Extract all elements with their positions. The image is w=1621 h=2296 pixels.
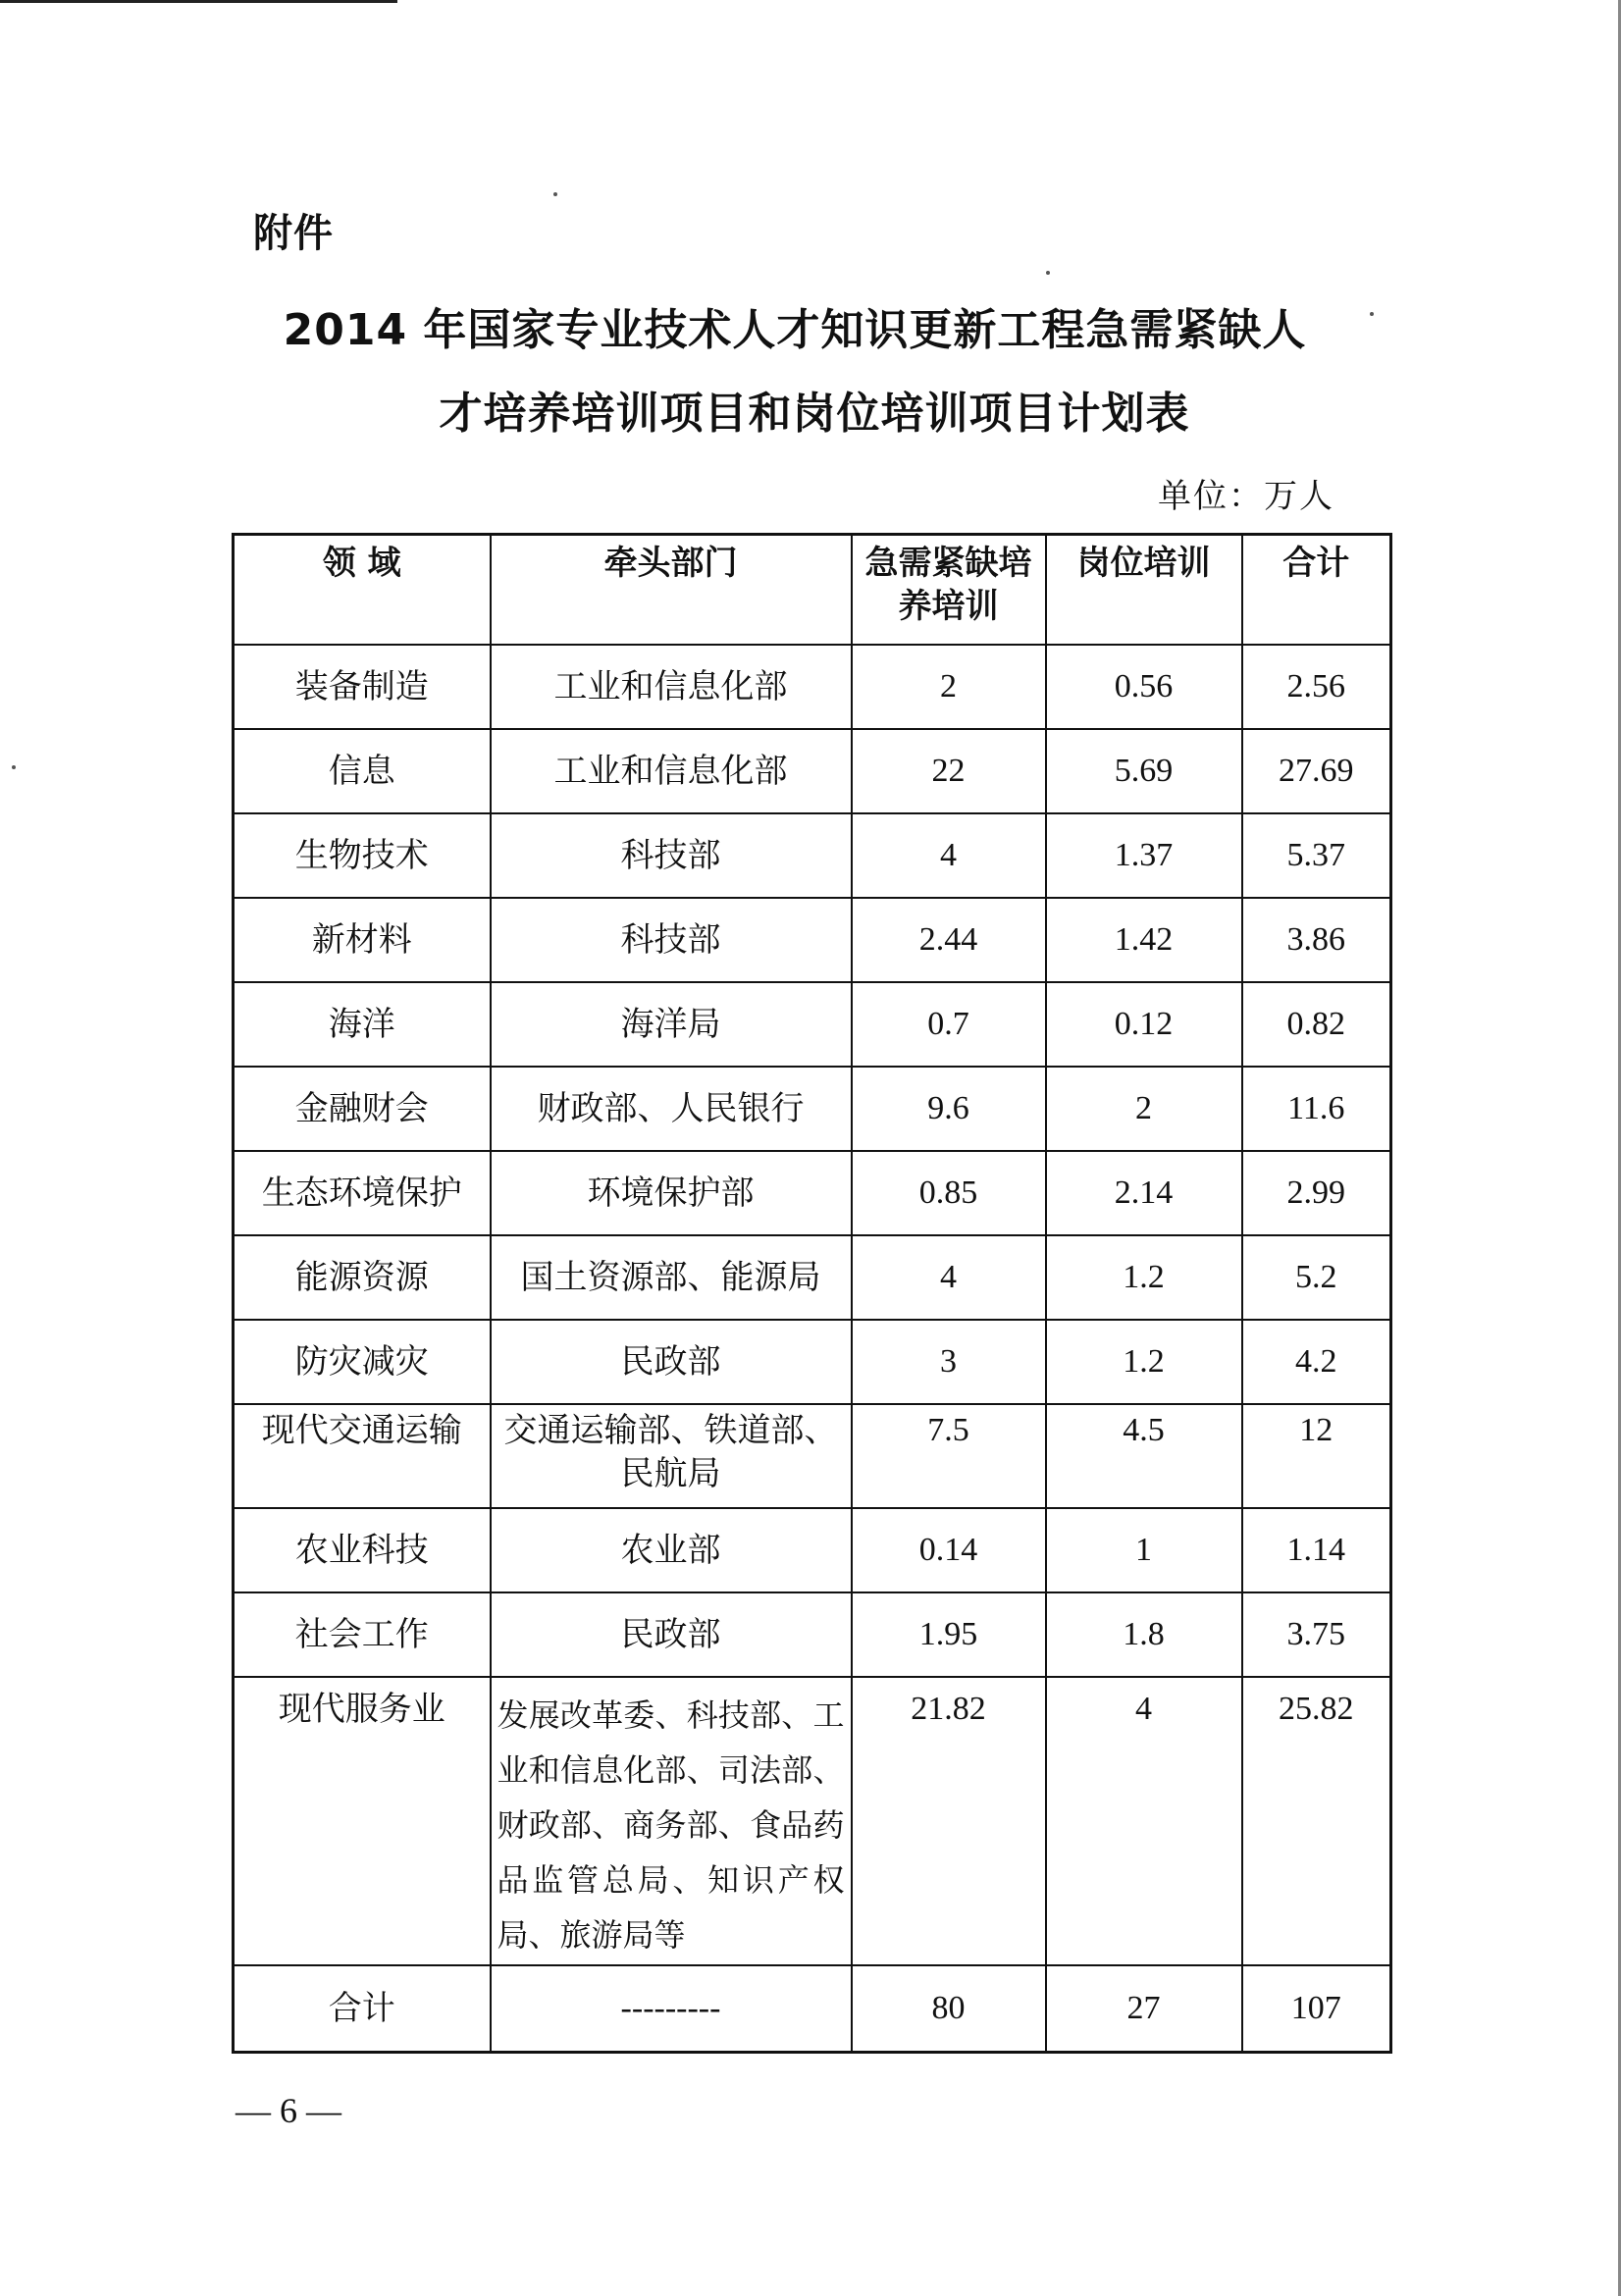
cell-total: 5.2: [1242, 1235, 1391, 1320]
table-row: [234, 1508, 1391, 1592]
cell-total: 107: [1242, 1965, 1391, 2053]
table-row: [234, 1677, 1391, 1965]
cell-urgent: 4: [852, 813, 1046, 898]
cell-field: 合计: [234, 1965, 491, 2053]
cell-field: 信息: [234, 729, 491, 813]
cell-field: 现代服务业: [234, 1677, 491, 1965]
cell-urgent: 0.85: [852, 1151, 1046, 1235]
cell-dept: 交通运输部、铁道部、民航局: [491, 1404, 852, 1508]
cell-dept: 农业部: [491, 1508, 852, 1592]
table-row: [234, 645, 1391, 729]
cell-field: 现代交通运输: [234, 1404, 491, 1508]
unit-label: 单位：万人: [1158, 477, 1334, 516]
table-row: [234, 813, 1391, 898]
cell-urgent: 2.44: [852, 898, 1046, 982]
page-number: — 6 —: [235, 2091, 341, 2130]
cell-post: 5.69: [1046, 729, 1242, 813]
header-urgent-training: 急需紧缺培养培训: [852, 535, 1046, 646]
table-row: [234, 729, 1391, 813]
cell-dept: 民政部: [491, 1320, 852, 1404]
cell-field: 能源资源: [234, 1235, 491, 1320]
cell-post: 2.14: [1046, 1151, 1242, 1235]
cell-dept: 民政部: [491, 1592, 852, 1677]
attachment-label: 附件: [253, 211, 334, 256]
cell-urgent: 7.5: [852, 1404, 1046, 1508]
cell-dept: 发展改革委、科技部、工业和信息化部、司法部、财政部、商务部、食品药品监管总局、知识产权局、旅游局等: [491, 1677, 852, 1965]
cell-dept: 财政部、人民银行: [491, 1067, 852, 1151]
cell-dept: 科技部: [491, 813, 852, 898]
cell-total: 27.69: [1242, 729, 1391, 813]
cell-dept: 环境保护部: [491, 1151, 852, 1235]
cell-post: 1.2: [1046, 1235, 1242, 1320]
cell-field: 农业科技: [234, 1508, 491, 1592]
cell-dept: 工业和信息化部: [491, 645, 852, 729]
cell-total: 3.75: [1242, 1592, 1391, 1677]
cell-urgent: 9.6: [852, 1067, 1046, 1151]
cell-total: 3.86: [1242, 898, 1391, 982]
cell-field: 新材料: [234, 898, 491, 982]
cell-urgent: 0.14: [852, 1508, 1046, 1592]
header-total: 合计: [1242, 535, 1391, 646]
cell-post: 0.56: [1046, 645, 1242, 729]
cell-urgent: 80: [852, 1965, 1046, 2053]
cell-post: 0.12: [1046, 982, 1242, 1067]
cell-urgent: 2: [852, 645, 1046, 729]
cell-post: 27: [1046, 1965, 1242, 2053]
cell-field: 生物技术: [234, 813, 491, 898]
scan-speck: [1046, 271, 1050, 275]
cell-urgent: 1.95: [852, 1592, 1046, 1677]
cell-field: 装备制造: [234, 645, 491, 729]
document-title-line-2: 才培养培训项目和岗位培训项目计划表: [439, 389, 1190, 439]
cell-post: 1: [1046, 1508, 1242, 1592]
cell-urgent: 3: [852, 1320, 1046, 1404]
cell-total: 2.99: [1242, 1151, 1391, 1235]
cell-total: 25.82: [1242, 1677, 1391, 1965]
cell-total: 12: [1242, 1404, 1391, 1508]
document-title-line-1: 2014 年国家专业技术人才知识更新工程急需紧缺人: [283, 305, 1307, 355]
table-header-row: [234, 535, 1391, 646]
cell-dept: ---------: [491, 1965, 852, 2053]
cell-post: 4.5: [1046, 1404, 1242, 1508]
cell-post: 1.37: [1046, 813, 1242, 898]
table-row: [234, 1404, 1391, 1508]
cell-field: 防灾减灾: [234, 1320, 491, 1404]
cell-field: 海洋: [234, 982, 491, 1067]
cell-post: 2: [1046, 1067, 1242, 1151]
cell-field: 社会工作: [234, 1592, 491, 1677]
cell-dept: 科技部: [491, 898, 852, 982]
table-row: [234, 1235, 1391, 1320]
cell-post: 1.2: [1046, 1320, 1242, 1404]
table-row: [234, 1151, 1391, 1235]
scan-edge-top: [0, 0, 397, 3]
cell-total: 0.82: [1242, 982, 1391, 1067]
header-field: 领 域: [234, 535, 491, 646]
scan-speck: [553, 192, 557, 196]
table-total-row: [234, 1965, 1391, 2053]
cell-urgent: 0.7: [852, 982, 1046, 1067]
table-row: [234, 898, 1391, 982]
cell-post: 1.8: [1046, 1592, 1242, 1677]
cell-field: 生态环境保护: [234, 1151, 491, 1235]
cell-total: 1.14: [1242, 1508, 1391, 1592]
cell-total: 5.37: [1242, 813, 1391, 898]
cell-total: 2.56: [1242, 645, 1391, 729]
header-lead-dept: 牵头部门: [491, 535, 852, 646]
table-row: [234, 1067, 1391, 1151]
cell-field: 金融财会: [234, 1067, 491, 1151]
cell-total: 4.2: [1242, 1320, 1391, 1404]
table-row: [234, 1592, 1391, 1677]
header-post-training: 岗位培训: [1046, 535, 1242, 646]
cell-dept: 国土资源部、能源局: [491, 1235, 852, 1320]
cell-total: 11.6: [1242, 1067, 1391, 1151]
cell-post: 1.42: [1046, 898, 1242, 982]
training-plan-table: [232, 533, 1392, 2054]
cell-post: 4: [1046, 1677, 1242, 1965]
cell-urgent: 21.82: [852, 1677, 1046, 1965]
cell-urgent: 4: [852, 1235, 1046, 1320]
table-row: [234, 982, 1391, 1067]
scan-speck: [12, 765, 16, 769]
cell-urgent: 22: [852, 729, 1046, 813]
cell-dept: 工业和信息化部: [491, 729, 852, 813]
cell-dept: 海洋局: [491, 982, 852, 1067]
table-row: [234, 1320, 1391, 1404]
